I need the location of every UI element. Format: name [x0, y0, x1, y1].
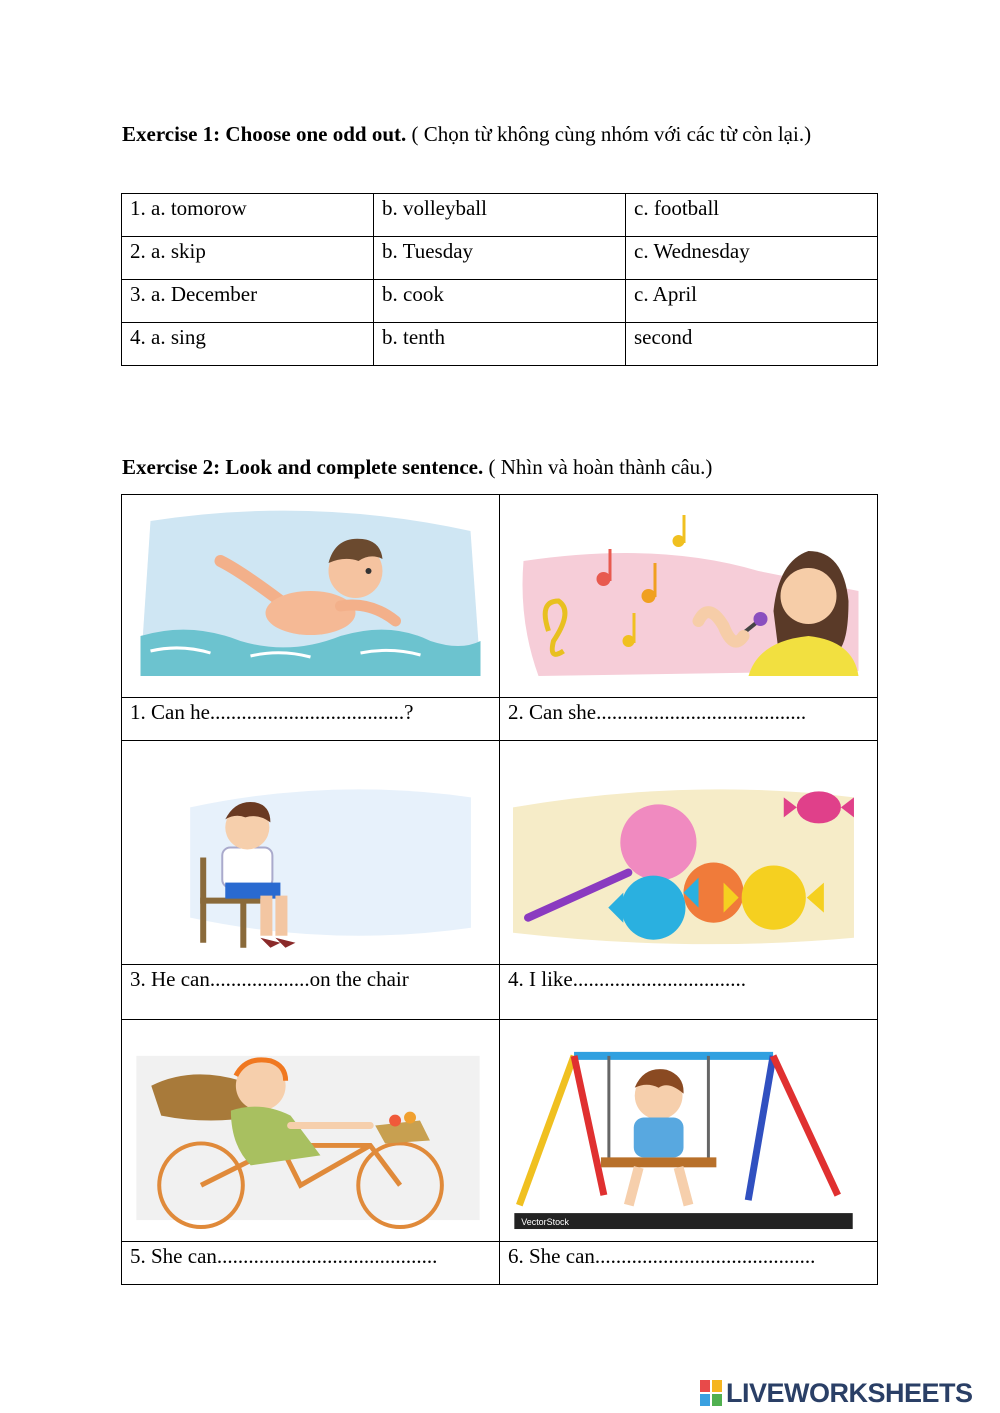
picture-cell [500, 495, 878, 698]
table-cell: c. football [626, 194, 878, 237]
logo-text: LIVEWORKSHEETS [726, 1377, 973, 1408]
girl-singing-illustration [508, 501, 869, 691]
boy-swimming-illustration [130, 501, 491, 691]
picture-row [122, 741, 878, 965]
table-cell: 2. a. skip [122, 237, 374, 280]
exercise-1-table [121, 193, 878, 366]
table-row [122, 194, 878, 237]
exercise-1-heading [122, 119, 882, 149]
table-row [122, 280, 878, 323]
caption-row [122, 698, 878, 741]
picture-cell [122, 741, 500, 965]
table-cell: b. Tuesday [374, 237, 626, 280]
watermark: VectorStock [521, 1217, 570, 1228]
table-cell: c. Wednesday [626, 237, 878, 280]
picture-cell [500, 741, 878, 965]
exercise-1-title: Exercise 1: Choose one odd out. [122, 122, 407, 146]
logo-mark-icon [700, 1380, 722, 1406]
sentence-1: 1. Can he.....................................? [122, 698, 500, 741]
table-row [122, 323, 878, 366]
table-cell: second [626, 323, 878, 366]
exercise-2-heading [122, 452, 882, 482]
sentence-5: 5. She can.......................................... [122, 1242, 500, 1285]
caption-row [122, 965, 878, 1020]
table-cell: b. volleyball [374, 194, 626, 237]
picture-cell [500, 1020, 878, 1242]
exercise-2-table [121, 494, 878, 1285]
sentence-3: 3. He can...................on the chair [122, 965, 500, 1020]
table-cell: b. cook [374, 280, 626, 323]
picture-row [122, 1020, 878, 1242]
table-cell: b. tenth [374, 323, 626, 366]
picture-cell [122, 495, 500, 698]
picture-row [122, 495, 878, 698]
exercise-2-title: Exercise 2: Look and complete sentence. [122, 455, 484, 479]
candies-illustration [508, 747, 869, 958]
liveworksheets-logo [700, 1376, 973, 1410]
boy-sitting-on-chair-illustration [130, 747, 491, 958]
table-cell: 4. a. sing [122, 323, 374, 366]
sentence-4: 4. I like................................. [500, 965, 878, 1020]
exercise-1-instruction: ( Chọn từ không cùng nhóm với các từ còn lại.) [406, 122, 812, 146]
table-cell: 1. a. tomorow [122, 194, 374, 237]
girl-riding-bike-illustration [130, 1026, 491, 1235]
table-row [122, 237, 878, 280]
caption-row [122, 1242, 878, 1285]
picture-cell [122, 1020, 500, 1242]
table-cell: 3. a. December [122, 280, 374, 323]
table-cell: c. April [626, 280, 878, 323]
sentence-6: 6. She can.......................................... [500, 1242, 878, 1285]
sentence-2: 2. Can she........................................ [500, 698, 878, 741]
girl-on-swing-illustration [508, 1026, 869, 1235]
exercise-2-instruction: ( Nhìn và hoàn thành câu.) [483, 455, 713, 479]
